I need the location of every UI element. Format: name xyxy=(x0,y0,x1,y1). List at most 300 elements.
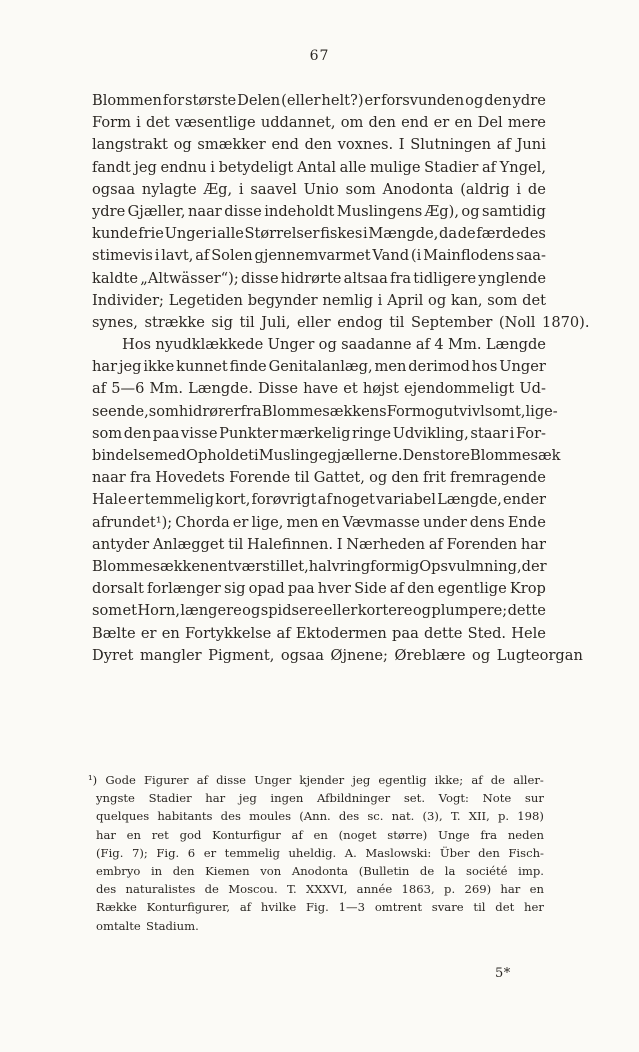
word: uheldig. xyxy=(288,845,337,860)
word: største xyxy=(185,92,237,109)
word: svare xyxy=(431,900,464,915)
word: Unio xyxy=(303,180,339,198)
word: saavel xyxy=(250,180,297,198)
text-line xyxy=(92,134,546,156)
word: kaldte xyxy=(92,269,139,287)
word: jeg xyxy=(118,358,142,376)
word: Ektodermen xyxy=(295,624,387,642)
word: ejendommeligt xyxy=(404,380,515,398)
word: under xyxy=(423,513,467,531)
text-line xyxy=(92,645,583,667)
word: Side xyxy=(354,580,387,598)
word: Konturfigurer, xyxy=(146,900,231,915)
word: men xyxy=(374,358,407,376)
word: fremragende xyxy=(450,469,546,487)
word: helt?) xyxy=(321,92,364,109)
word: Anodonta xyxy=(382,180,454,198)
word: hidrørte xyxy=(280,269,342,287)
word: Længde xyxy=(485,336,546,354)
word: ogsaa xyxy=(92,180,136,198)
word: naturalistes xyxy=(125,882,196,897)
word: omtrent xyxy=(374,900,422,915)
word: jeg xyxy=(134,158,157,176)
word: Fig. xyxy=(306,900,329,915)
word: af xyxy=(496,136,511,154)
word: Fortykkelse xyxy=(184,624,272,642)
word: er xyxy=(364,92,381,109)
word: forøvrigt xyxy=(251,491,317,509)
word: 7); xyxy=(131,845,148,860)
word: det xyxy=(145,114,170,132)
word: Nærheden xyxy=(346,535,426,553)
word: kan, xyxy=(450,291,483,309)
word: i xyxy=(210,158,215,176)
word: hidrører xyxy=(178,402,241,420)
footnote-line xyxy=(96,917,544,935)
word: 269) xyxy=(464,882,492,897)
word: ender xyxy=(503,491,546,509)
word: Moscou. xyxy=(228,882,278,897)
word: til xyxy=(389,313,405,331)
word: naar xyxy=(92,469,126,487)
word: endog xyxy=(337,313,383,331)
main-text xyxy=(92,90,590,667)
word: Vand xyxy=(372,247,410,265)
word: forsvunden xyxy=(381,92,465,109)
word: en xyxy=(126,827,141,842)
word: og xyxy=(472,646,491,664)
word: des xyxy=(220,809,241,824)
word: von xyxy=(260,863,282,878)
word: ogsaa xyxy=(280,646,324,664)
word: Dyret xyxy=(92,646,134,664)
text-line xyxy=(92,467,546,489)
word: i xyxy=(254,447,259,464)
word: paa xyxy=(152,424,180,442)
word: société xyxy=(466,863,508,878)
word: og xyxy=(465,92,484,109)
word: Vogt: xyxy=(438,791,469,806)
word: des xyxy=(338,809,360,824)
word: (Bulletin xyxy=(358,863,410,878)
word: 198) xyxy=(517,809,544,824)
word: dorsalt xyxy=(92,580,144,598)
word: den xyxy=(478,845,500,860)
word: Halefinnen. xyxy=(247,535,333,553)
word: Hovedets xyxy=(155,469,225,487)
word: strække xyxy=(144,313,205,331)
word: 6 xyxy=(187,845,196,860)
text-line xyxy=(92,445,561,467)
word: store xyxy=(432,447,470,464)
word: lige, xyxy=(251,513,284,531)
word: langstrakt xyxy=(92,136,168,154)
word: Muslingegjællerne. xyxy=(258,447,403,464)
word: og xyxy=(242,602,261,620)
word: tidligere xyxy=(413,269,477,287)
word: af xyxy=(239,900,252,915)
text-line xyxy=(92,578,546,600)
word: 1863, xyxy=(401,882,435,897)
word: er xyxy=(203,845,217,860)
word: set. xyxy=(403,791,425,806)
word: T. xyxy=(286,882,297,897)
word: Konturfigur xyxy=(212,827,281,842)
word: og xyxy=(369,469,388,487)
word: til xyxy=(294,469,310,487)
text-line xyxy=(92,201,546,223)
word: de xyxy=(490,773,506,787)
word: halvringformig xyxy=(308,557,420,575)
word: har xyxy=(205,791,226,806)
word: Hale xyxy=(92,491,127,509)
word: Mainflodens xyxy=(423,247,515,265)
word: alle xyxy=(339,158,367,176)
word: end xyxy=(271,136,299,154)
word: moules xyxy=(249,809,292,824)
word: for xyxy=(162,92,185,109)
word: det xyxy=(522,291,546,309)
word: yngste xyxy=(96,791,135,806)
word: „Altwässer“); xyxy=(140,269,239,287)
word: af xyxy=(196,773,208,787)
word: uddannet, xyxy=(260,114,336,132)
word: kunnet xyxy=(176,358,228,376)
word: Fig. xyxy=(156,845,180,860)
word: embryo xyxy=(96,863,141,878)
text-line xyxy=(92,489,546,511)
word: i xyxy=(238,180,244,198)
word: Vævmasse xyxy=(342,513,420,531)
word: en xyxy=(209,557,228,575)
word: September xyxy=(411,313,493,331)
word: Anodonta xyxy=(291,863,349,878)
word: en xyxy=(321,513,340,531)
word: i xyxy=(211,225,217,243)
word: som xyxy=(92,424,123,442)
word: den xyxy=(407,580,435,598)
word: Længde, xyxy=(437,491,502,509)
footnote-line xyxy=(88,771,544,789)
word: imp. xyxy=(518,863,544,878)
word: af xyxy=(195,247,210,265)
text-line xyxy=(92,312,590,334)
word: (eller xyxy=(281,92,321,109)
word: er xyxy=(433,114,450,132)
word: sig xyxy=(223,580,246,598)
text-line xyxy=(92,534,546,556)
word: Antal xyxy=(296,158,336,176)
word: tværstillet, xyxy=(227,557,309,575)
word: den xyxy=(368,114,396,132)
word: frie xyxy=(138,225,164,243)
word: (aldrig xyxy=(460,180,510,198)
word: kortere xyxy=(357,602,413,620)
word: fra xyxy=(480,827,498,842)
word: med xyxy=(154,447,187,464)
word: ydre xyxy=(92,202,126,220)
word: habitants xyxy=(157,809,213,824)
word: (Ann. xyxy=(299,809,331,824)
footnote-line xyxy=(96,789,544,807)
word: Yngel, xyxy=(499,158,546,176)
word: A. xyxy=(344,845,357,860)
word: paa xyxy=(287,580,315,598)
word: 1870). xyxy=(542,313,590,331)
word: god xyxy=(179,827,202,842)
word: af xyxy=(481,158,497,176)
word: som xyxy=(92,602,123,620)
text-line xyxy=(92,290,546,312)
word: af xyxy=(389,580,404,598)
word: Blommesækken xyxy=(92,557,210,575)
word: Chorda xyxy=(175,513,230,531)
footnote xyxy=(88,771,544,935)
word: nat. xyxy=(391,809,415,824)
word: Mm. xyxy=(149,380,183,398)
word: her xyxy=(524,900,544,915)
word: et xyxy=(122,602,138,620)
word: XXXVI, xyxy=(305,882,348,897)
word: i xyxy=(516,180,522,198)
word: in xyxy=(150,863,163,878)
word: har xyxy=(500,882,521,897)
word: 5—6 xyxy=(111,380,145,398)
word: Forenden xyxy=(446,535,518,553)
word: T. xyxy=(450,809,461,824)
word: af xyxy=(276,624,291,642)
word: har xyxy=(96,827,116,842)
word: disse xyxy=(224,202,262,220)
word: ¹) xyxy=(88,773,98,787)
word: fra xyxy=(240,402,262,420)
word: Udvikling, xyxy=(392,424,469,442)
word: gjennemvarmet xyxy=(254,247,371,265)
word: la xyxy=(444,863,456,878)
text-line xyxy=(92,556,546,578)
word: sig xyxy=(211,313,233,331)
word: egentlige xyxy=(437,580,507,598)
text-line xyxy=(92,157,546,179)
word: paa xyxy=(392,624,419,642)
word: om xyxy=(340,114,364,132)
word: Unger xyxy=(267,336,315,354)
word: til xyxy=(473,900,486,915)
word: Størrelser xyxy=(244,225,320,243)
word: Øreblære xyxy=(394,646,466,664)
word: Afbildninger xyxy=(317,791,391,806)
word: Unger xyxy=(164,225,212,243)
text-line xyxy=(92,112,546,134)
word: utvivlsomt, xyxy=(443,402,526,420)
word: jeg xyxy=(238,791,257,806)
word: mere xyxy=(507,114,546,132)
word: er xyxy=(140,624,157,642)
word: Kiemen xyxy=(205,863,250,878)
word: i xyxy=(377,291,383,309)
word: Form xyxy=(92,114,131,132)
text-line xyxy=(92,600,546,622)
word: Unger xyxy=(254,773,292,787)
word: Solen xyxy=(211,247,253,265)
word: Maslowski: xyxy=(365,845,432,860)
word: et xyxy=(343,380,358,398)
text-line xyxy=(92,356,546,378)
text-line xyxy=(92,90,546,112)
word: Hos xyxy=(122,336,152,354)
word: det xyxy=(495,900,515,915)
word: længere xyxy=(180,602,242,620)
word: disse xyxy=(240,269,279,287)
text-line xyxy=(92,268,546,290)
word: dette xyxy=(507,602,546,620)
word: seende, xyxy=(92,402,149,420)
word: frit xyxy=(422,469,446,487)
footnote-line xyxy=(96,880,544,898)
text-line xyxy=(92,223,546,245)
word: derimod xyxy=(408,358,470,376)
word: nemlig xyxy=(322,291,373,309)
word: finde xyxy=(229,358,267,376)
word: af xyxy=(92,380,107,398)
text-line xyxy=(92,378,546,400)
word: XII, xyxy=(468,809,490,824)
word: Stadium. xyxy=(146,918,199,933)
word: visse xyxy=(181,424,218,442)
word: (noget xyxy=(338,827,377,842)
word: Juli, xyxy=(261,313,291,331)
word: større) xyxy=(387,827,428,842)
word: aller- xyxy=(513,773,544,787)
word: væsentlige xyxy=(174,114,256,132)
word: af xyxy=(291,827,303,842)
word: (Fig. xyxy=(96,845,124,860)
word: noget xyxy=(332,491,375,509)
footnote-line xyxy=(96,862,544,880)
word: Den xyxy=(402,447,433,464)
word: og xyxy=(412,602,431,620)
word: de xyxy=(457,225,476,243)
word: lavt, xyxy=(161,247,194,265)
page-number: 67 xyxy=(309,48,330,64)
footnote-line xyxy=(96,844,544,862)
word: i xyxy=(154,247,160,265)
word: ingen xyxy=(270,791,304,806)
word: fra xyxy=(389,269,412,287)
word: Gattet, xyxy=(313,469,365,487)
word: 1—3 xyxy=(338,900,366,915)
word: ydre xyxy=(512,92,546,109)
word: bindelse xyxy=(92,447,155,464)
word: opad xyxy=(248,580,285,598)
word: til xyxy=(228,535,244,553)
footnote-line xyxy=(96,807,544,825)
word: (i xyxy=(410,247,422,265)
word: Delen xyxy=(237,92,281,109)
word: højst xyxy=(362,380,399,398)
word: Pigment, xyxy=(208,646,275,664)
word: antyder xyxy=(92,535,150,553)
word: Juni xyxy=(516,136,546,154)
word: Mm. xyxy=(448,336,482,354)
word: have xyxy=(303,380,339,398)
footnote-line xyxy=(96,826,544,844)
word: mærkelig xyxy=(279,424,351,442)
word: temmelig xyxy=(224,845,280,860)
word: sc. xyxy=(367,809,384,824)
word: nyudklækkede xyxy=(155,336,264,354)
word: betydeligt xyxy=(218,158,294,176)
signature-mark: 5* xyxy=(495,966,511,981)
word: den xyxy=(484,92,512,109)
word: altsaa xyxy=(343,269,388,287)
word: Form xyxy=(386,402,426,420)
word: saa- xyxy=(516,247,546,265)
word: quelques xyxy=(96,809,150,824)
word: Note xyxy=(482,791,512,806)
word: ikke; xyxy=(434,773,464,787)
word: da xyxy=(439,225,458,243)
word: Slutningen xyxy=(410,136,492,154)
word: en xyxy=(529,882,544,897)
word: end xyxy=(401,114,429,132)
word: Legetiden xyxy=(168,291,243,309)
word: af xyxy=(415,336,431,354)
word: ikke xyxy=(143,358,175,376)
word: som xyxy=(148,402,179,420)
word: af xyxy=(428,535,443,553)
word: hver xyxy=(317,580,351,598)
text-line xyxy=(92,245,546,267)
word: stimevis xyxy=(92,247,153,265)
word: Lugteorgan xyxy=(496,646,583,664)
word: saadanne xyxy=(341,336,412,354)
word: de xyxy=(419,863,435,878)
word: Anlægget xyxy=(152,535,225,553)
word: des xyxy=(96,882,117,897)
word: Hele xyxy=(511,624,546,642)
word: Blommesækkens xyxy=(261,402,387,420)
word: af xyxy=(471,773,483,787)
word: 4 xyxy=(434,336,444,354)
word: indeholdt xyxy=(264,202,335,220)
word: Unge xyxy=(438,827,470,842)
word: dette xyxy=(424,624,463,642)
word: p. xyxy=(444,882,456,897)
word: den xyxy=(172,863,195,878)
word: Stadier xyxy=(148,791,192,806)
word: neden xyxy=(507,827,544,842)
word: Stadier xyxy=(424,158,479,176)
word: har xyxy=(92,358,118,376)
word: fra xyxy=(129,469,152,487)
word: nylagte xyxy=(141,180,197,198)
word: Æg, xyxy=(203,180,233,198)
word: Længde. xyxy=(188,380,253,398)
word: année xyxy=(356,882,393,897)
word: færdedes xyxy=(476,225,546,243)
text-line xyxy=(92,512,546,534)
word: ret xyxy=(151,827,169,842)
word: som xyxy=(345,180,376,198)
footnote-line xyxy=(96,898,544,916)
word: af xyxy=(317,491,332,509)
word: Mængde, xyxy=(368,225,439,243)
word: hos xyxy=(471,358,498,376)
word: Figurer xyxy=(144,773,189,787)
word: den xyxy=(304,136,332,154)
word: Række xyxy=(96,900,137,915)
